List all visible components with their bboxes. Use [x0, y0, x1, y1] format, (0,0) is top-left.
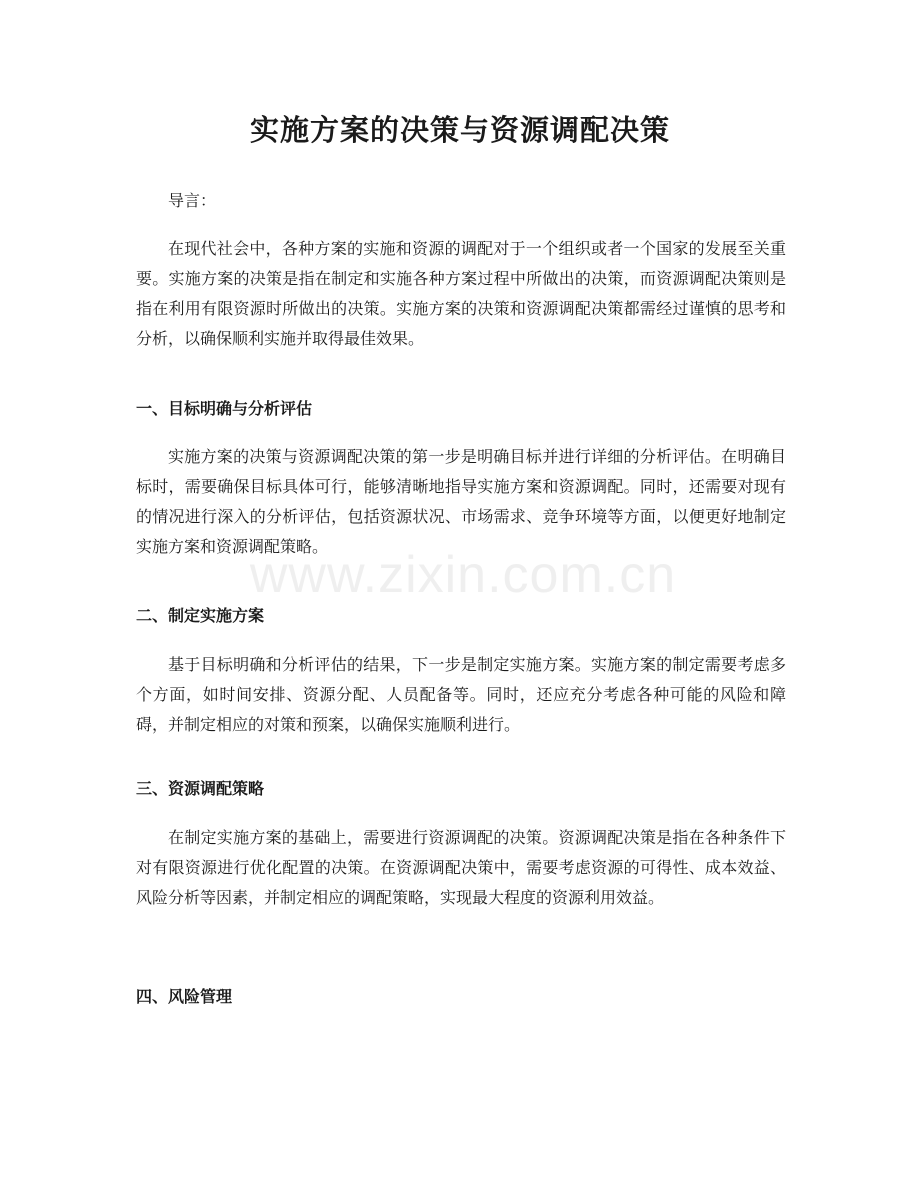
section-heading-3: 三、资源调配策略	[136, 779, 265, 798]
section-paragraph-3: 在制定实施方案的基础上，需要进行资源调配的决策。资源调配决策是指在各种条件下对有限资源进行优化配置的决策。在资源调配决策中，需要考虑资源的可得性、成本效益、风险分析等因素，并制定相应的调配策略，实现最大程度的资源利用效益。	[136, 828, 786, 907]
section-paragraph-2: 基于目标明确和分析评估的结果，下一步是制定实施方案。实施方案的制定需要考虑多个方面，如时间安排、资源分配、人员配备等。同时，还应充分考虑各种可能的风险和障碍，并制定相应的对策和预案，以确保实施顺利进行。	[136, 655, 786, 734]
section-heading-4: 四、风险管理	[136, 987, 233, 1006]
section-paragraph-1: 实施方案的决策与资源调配决策的第一步是明确目标并进行详细的分析评估。在明确目标时，需要确保目标具体可行，能够清晰地指导实施方案和资源调配。同时，还需要对现有的情况进行深入的分析评估，包括资源状况、市场需求、竞争环境等方面，以便更好地制定实施方案和资源调配策略。	[136, 447, 786, 556]
section-heading-1: 一、目标明确与分析评估	[136, 399, 313, 418]
intro-label: 导言：	[168, 191, 217, 210]
watermark: www.zixin.com.cn	[249, 546, 677, 604]
section-heading-2: 二、制定实施方案	[136, 606, 265, 625]
intro-paragraph: 在现代社会中，各种方案的实施和资源的调配对于一个组织或者一个国家的发展至关重要。实施方案的决策是指在制定和实施各种方案过程中所做出的决策，而资源调配决策则是指在利用有限资源时所做出的决策。实施方案的决策和资源调配决策都需经过谨慎的思考和分析，以确保顺利实施并取得最佳效果。	[136, 239, 786, 348]
document-title: 实施方案的决策与资源调配决策	[249, 113, 670, 147]
